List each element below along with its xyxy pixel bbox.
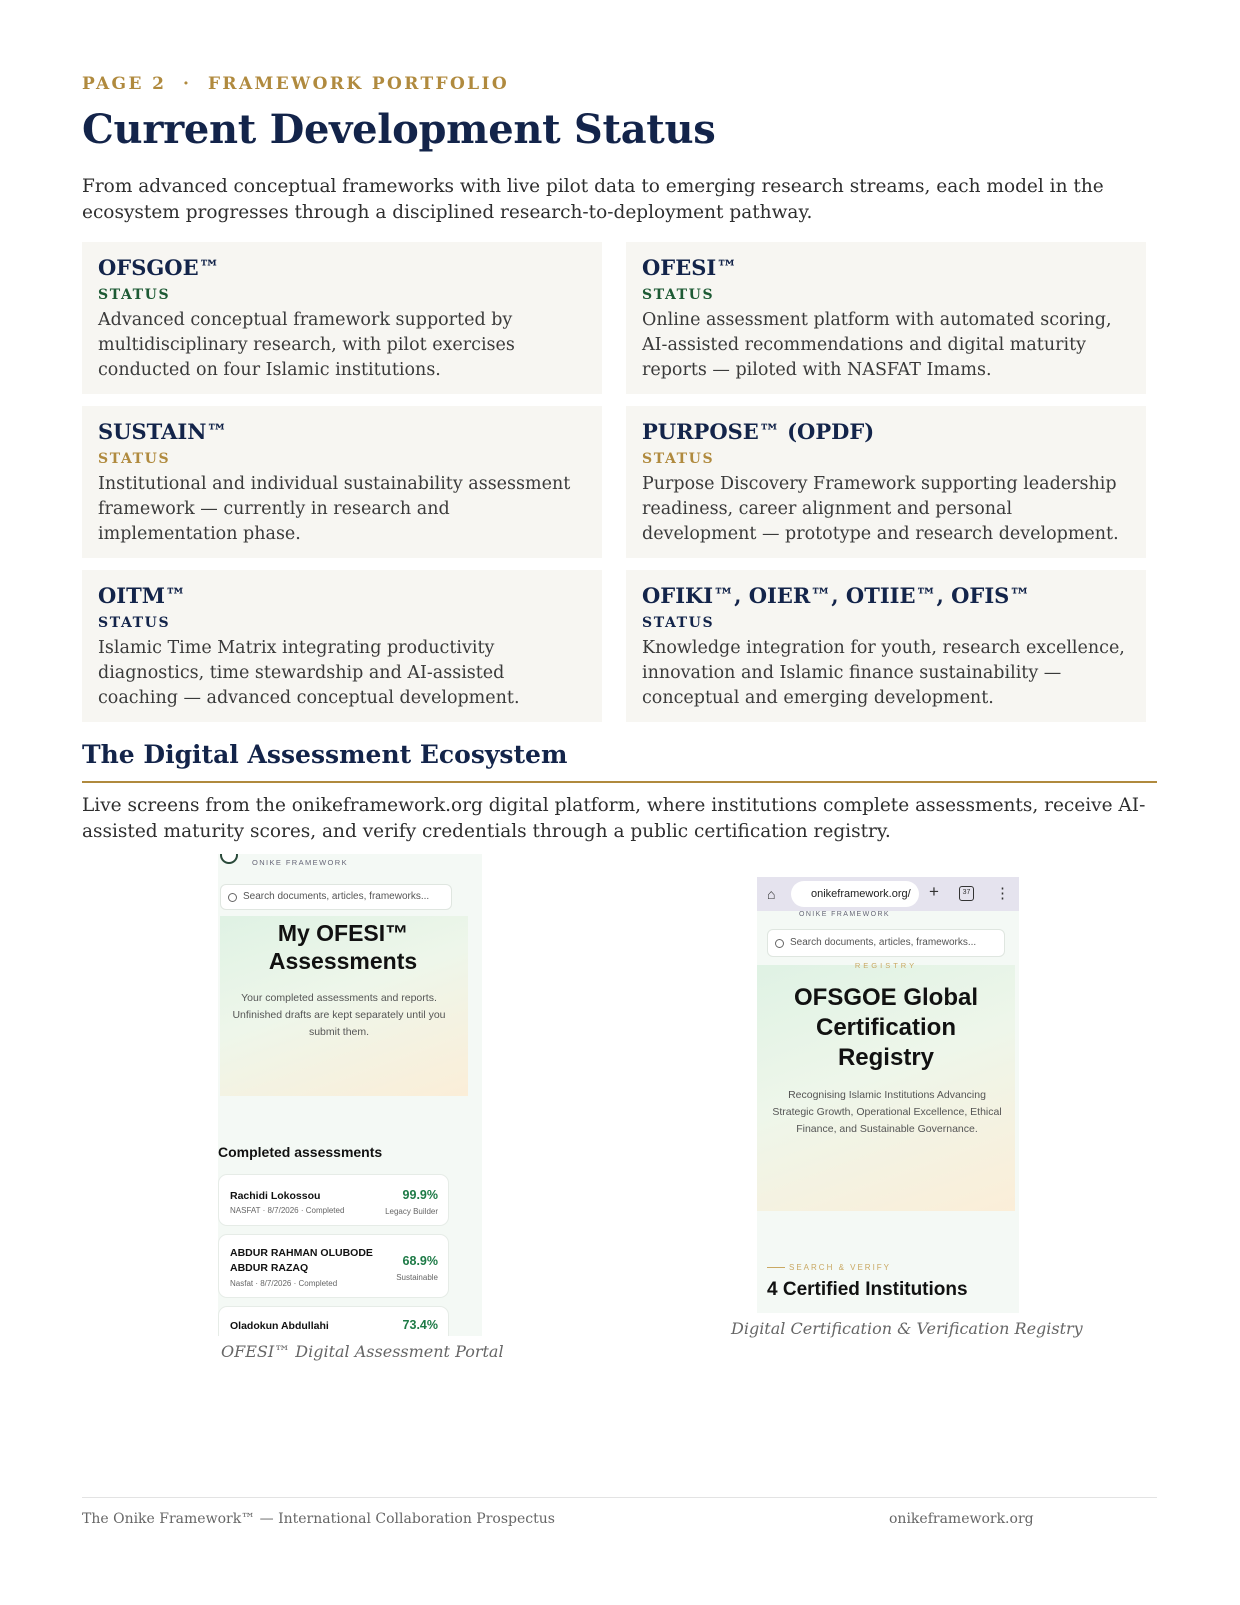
search-icon <box>775 939 784 948</box>
search-input[interactable] <box>767 929 1005 957</box>
card-description: Online assessment platform with automated scoring, AI-assisted recommendations and digital maturity reports — piloted with NASFAT Imams. <box>642 310 1112 380</box>
search-verify-text: SEARCH & VERIFY <box>789 1263 892 1272</box>
card-status: STATUS <box>642 287 715 303</box>
card-description: Purpose Discovery Framework supporting leadership readiness, career alignment and personal development — prototype and research development. <box>642 474 1119 544</box>
registry-eyebrow: REGISTRY <box>854 961 918 970</box>
registry-caption: Digital Certification & Verification Registry <box>731 1319 1083 1338</box>
browser-toolbar <box>757 877 1019 911</box>
new-tab-icon[interactable]: + <box>929 882 939 901</box>
section-divider <box>82 781 1157 783</box>
status-card-purpose <box>626 406 1146 558</box>
assessment-row[interactable] <box>218 1174 449 1226</box>
search-icon <box>228 893 237 902</box>
card-description: Institutional and individual sustainability assessment framework — currently in research and implementation phase. <box>98 474 571 544</box>
search-placeholder: Search documents, articles, frameworks... <box>790 937 977 948</box>
card-description: Islamic Time Matrix integrating productivity diagnostics, time stewardship and AI-assisted coaching — advanced conceptual development. <box>98 638 520 708</box>
card-title: SUSTAIN™ <box>98 419 228 444</box>
logo-icon <box>220 854 238 864</box>
search-placeholder: Search documents, articles, frameworks... <box>243 891 430 902</box>
portal-heading-line2: Assessments <box>268 948 418 974</box>
home-icon[interactable]: ⌂ <box>767 886 776 902</box>
search-verify-label <box>767 1263 891 1272</box>
footer-divider <box>82 1497 1157 1498</box>
card-title: OFESI™ <box>642 255 738 280</box>
registry-subtext: Recognising Islamic Institutions Advancing Strategic Growth, Operational Excellence, Ethical Finance, and Sustainable Governance. <box>772 1089 1002 1135</box>
page-intro: From advanced conceptual frameworks with live pilot data to emerging research streams, each model in the ecosystem progresses through a disciplined research-to-deployment pathway. <box>82 176 1104 223</box>
portal-screenshot <box>218 854 482 1336</box>
card-title: OITM™ <box>98 583 186 608</box>
tabs-count-icon[interactable]: 37 <box>959 886 974 901</box>
rule-line <box>767 1267 785 1268</box>
more-menu-icon[interactable]: ⋮ <box>995 885 1010 902</box>
url-bar[interactable] <box>791 881 919 907</box>
card-status: STATUS <box>642 615 715 631</box>
status-card-ofesi <box>626 242 1146 394</box>
section-intro: Live screens from the onikeframework.org digital platform, where institutions complete assessments, receive AI-assisted maturity scores, and verify credentials through a public certification registry. <box>82 795 1146 842</box>
portal-subtext: Your completed assessments and reports. Unfinished drafts are kept separately until you submit them. <box>232 992 446 1038</box>
assessment-row[interactable] <box>218 1234 449 1298</box>
footer-url[interactable]: onikeframework.org <box>889 1511 1034 1527</box>
card-title: OFSGOE™ <box>98 255 220 280</box>
card-title: OFIKI™, OIER™, OTIIE™, OFIS™ <box>642 583 1031 608</box>
card-description: Advanced conceptual framework supported by multidisciplinary research, with pilot exercises conducted on four Islamic institutions. <box>98 310 515 380</box>
status-card-ofiki-group <box>626 570 1146 722</box>
assessment-name: Rachidi Lokossou <box>230 1190 321 1202</box>
search-input[interactable] <box>220 884 452 910</box>
card-description: Knowledge integration for youth, research excellence, innovation and Islamic finance sustainability — conceptual and emerging development. <box>642 638 1125 708</box>
brand-name: ONIKE FRAMEWORK <box>799 911 891 918</box>
card-status: STATUS <box>98 287 171 303</box>
status-card-ofsgoe <box>82 242 602 394</box>
registry-screenshot <box>757 877 1019 1313</box>
assessment-score: 99.9% <box>402 1188 438 1202</box>
url-text: onikeframework.org/ <box>811 888 911 900</box>
assessment-row[interactable] <box>218 1306 449 1336</box>
assessment-tier: Sustainable <box>396 1273 438 1282</box>
assessment-meta: NASFAT · 8/7/2026 · Completed <box>230 1206 345 1215</box>
assessment-score: 73.4% <box>402 1318 438 1332</box>
assessment-tier: Legacy Builder <box>385 1207 438 1216</box>
card-status: STATUS <box>642 451 715 467</box>
brand-name: ONIKE FRAMEWORK <box>252 858 349 867</box>
portal-caption: OFESI™ Digital Assessment Portal <box>221 1342 504 1361</box>
card-title: PURPOSE™ (OPDF) <box>642 419 875 444</box>
assessment-name: ABDUR RAHMAN OLUBODE ABDUR RAZAQ <box>230 1247 373 1274</box>
page-eyebrow: PAGE 2 · FRAMEWORK PORTFOLIO <box>82 74 510 94</box>
section-title: The Digital Assessment Ecosystem <box>82 740 568 769</box>
status-card-sustain <box>82 406 602 558</box>
certified-count-heading: 4 Certified Institutions <box>767 1279 968 1300</box>
registry-heading: OFSGOE Global Certification Registry <box>793 984 979 1071</box>
completed-assessments-heading: Completed assessments <box>218 1144 383 1160</box>
portal-heading-line1: My OFESI™ <box>277 920 409 946</box>
card-status: STATUS <box>98 451 171 467</box>
assessment-meta: Nasfat · 8/7/2026 · Completed <box>230 1279 338 1288</box>
assessment-name: Oladokun Abdullahi <box>230 1320 329 1332</box>
card-status: STATUS <box>98 615 171 631</box>
footer-title: The Onike Framework™ — International Collaboration Prospectus <box>82 1511 555 1527</box>
page-title: Current Development Status <box>82 106 716 153</box>
assessment-score: 68.9% <box>402 1254 438 1268</box>
status-card-oitm <box>82 570 602 722</box>
